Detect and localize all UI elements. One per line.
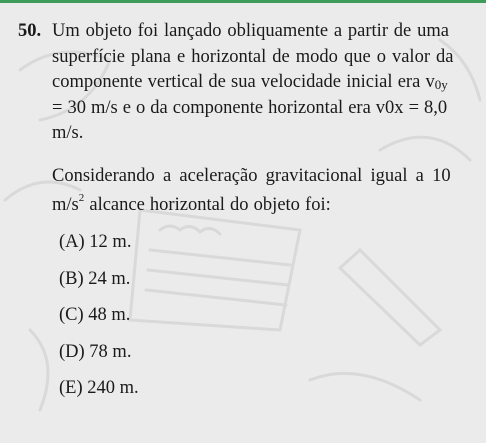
prompt-line-2 <box>52 190 450 219</box>
prompt-unit-exponent: 2 <box>78 191 85 204</box>
option-d[interactable]: (D) 78 m. <box>59 341 132 362</box>
stem-line-5-text: m/s. <box>52 123 84 143</box>
stem-line-1-text: Um objeto foi lançado obliquamente a partir de uma <box>52 21 449 41</box>
prompt-unit: m/s <box>52 194 79 215</box>
stem-line-2 <box>52 45 454 71</box>
stem-line-4-text: = 30 m/s e o da componente horizontal era v0x = 8,0 <box>52 97 448 118</box>
option-e[interactable]: (E) 240 m. <box>59 378 139 398</box>
answer-options <box>59 230 139 413</box>
stem-line-2-text: superfície plana e horizontal de modo que o valor da <box>52 46 454 67</box>
stem-line-1 <box>52 19 450 45</box>
question-number: 50. <box>18 21 42 41</box>
option-b[interactable]: (B) 24 m. <box>59 268 131 289</box>
prompt-line-1-text: Considerando a aceleração gravitacional igual a 10 <box>52 166 451 186</box>
question-prompt <box>52 164 450 218</box>
prompt-line-2-text: alcance horizontal do objeto foi: <box>84 194 331 215</box>
option-a[interactable]: (A) 12 m. <box>59 232 132 252</box>
stem-line-3-text: componente vertical de sua velocidade inicial era v <box>52 72 435 92</box>
stem-line-3-subscript: 0y <box>434 77 448 92</box>
stem-line-5 <box>52 121 450 147</box>
stem-line-4 <box>52 96 450 122</box>
option-c[interactable]: (C) 48 m. <box>59 305 131 325</box>
prompt-line-1 <box>52 164 450 190</box>
stem-line-3 <box>52 70 450 96</box>
question-stem <box>52 19 454 147</box>
